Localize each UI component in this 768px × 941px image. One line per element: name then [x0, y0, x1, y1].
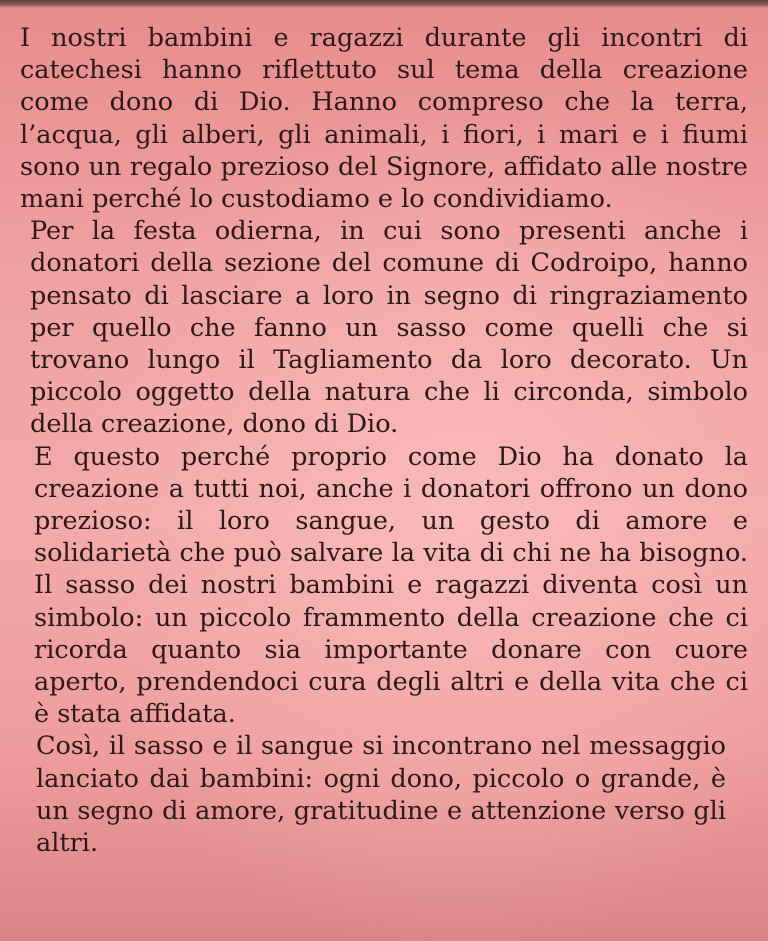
paragraph-1: I nostri bambini e ragazzi durante gli incontri di catechesi hanno riflettuto sul tema della creazione come dono di Dio. Hanno compreso che la terra, l’acqua, gli alberi, gli animali, i fiori, i mari e i fiumi sono un regalo prezioso del Signore, affidato alle nostre mani perché lo custodiamo e lo condividiamo.	[20, 23, 748, 215]
paragraph-3: E questo perché proprio come Dio ha donato la creazione a tutti noi, anche i donatori offrono un dono prezioso: il loro sangue, un gesto di amore e solidarietà che può salvare la vita di chi ne ha bisogno. Il sasso dei nostri bambini e ragazzi diventa così un simbolo: un piccolo frammento della creazione che ci ricorda quanto sia importante donare con cuore aperto, prendendoci cura degli altri e della vita che ci è stata affidata.	[34, 441, 748, 730]
paragraph-4: Così, il sasso e il sangue si incontrano nel messaggio lanciato dai bambini: ogni dono, piccolo o grande, è un segno di amore, gratitudine e attenzione verso gli altri.	[36, 731, 726, 859]
sheet-top-edge	[0, 0, 768, 8]
paragraph-2: Per la festa odierna, in cui sono presenti anche i donatori della sezione del comune di Codroipo, hanno pensato di lasciare a loro in segno di ringraziamento per quello che fanno un sasso come quelli che si trovano lungo il Tagliamento da loro decorato. Un piccolo oggetto della natura che li circonda, simbolo della creazione, dono di Dio.	[30, 216, 748, 440]
document-body	[20, 22, 748, 859]
